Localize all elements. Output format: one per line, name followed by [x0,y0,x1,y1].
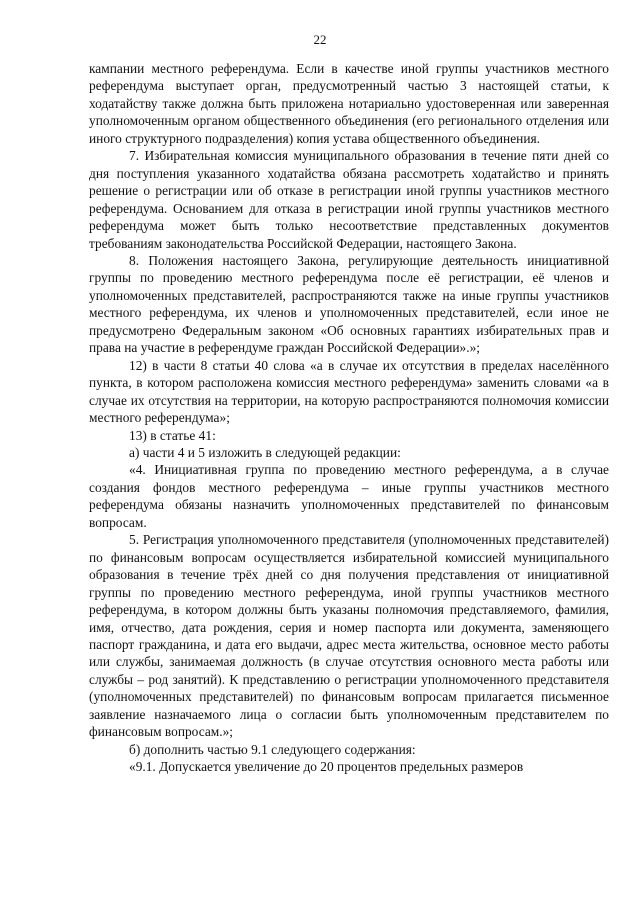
paragraph: 5. Регистрация уполномоченного представителя (уполномоченных представителей) по финансовым вопросам осуществляется избирательной комиссией муниципального образования в течение трёх дней со дня получения представления от инициативной группы по проведению местного референдума, иной группы участников местного референдума, в котором должны быть указаны полномочия представляемого, фамилия, имя, отчество, дата рождения, серия и номер паспорта или документа, заменяющего паспорт гражданина, и дата его выдачи, адрес места жительства, основное место работы или службы, занимаемая должность (в случае отсутствия основного места работы или службы – род занятий). К представлению о регистрации уполномоченного представителя (уполномоченных представителей) по финансовым вопросам прилагается письменное заявление назначаемого лица о согласии быть уполномоченным представителем по финансовым вопросам.»; [89,532,609,740]
paragraph: кампании местного референдума. Если в качестве иной группы участников местного референдума выступает орган, предусмотренный частью 3 настоящей статьи, к ходатайству также должна быть приложена нотариально удостоверенная или заверенная уполномоченным органом общественного объединения (его регионального отделения или иного структурного подразделения) копия устава общественного объединения. [89,61,609,146]
paragraph: «9.1. Допускается увеличение до 20 процентов предельных размеров [129,759,524,775]
paragraph: а) части 4 и 5 изложить в следующей редакции: [129,444,401,460]
paragraph: б) дополнить частью 9.1 следующего содержания: [129,741,416,757]
paragraph: 13) в статье 41: [129,427,216,443]
paragraph: 7. Избирательная комиссия муниципального образования в течение пяти дней со дня поступления указанного ходатайства обязана рассмотреть ходатайство и принять решение о регистрации или об отказе в регистрации иной группы участников местного референдума. Основанием для отказа в регистрации иной группы участников местного референдума может быть только несоответствие представленных документов требованиям законодательства Российской Федерации, настоящего Закона. [89,148,609,251]
paragraph: «4. Инициативная группа по проведению местного референдума, а в случае создания фондов местного референдума – иные группы участников местного референдума обязаны назначить уполномоченных представителей по финансовым вопросам. [89,462,609,530]
page-number: 22 [313,32,327,47]
document-body [89,60,609,776]
paragraph: 8. Положения настоящего Закона, регулирующие деятельность инициативной группы по проведению местного референдума после её регистрации, её членов и уполномоченных представителей, распространяются также на иные группы участников местного референдума, их членов и уполномоченных представителей, если иное не предусмотрено Федеральным законом «Об основных гарантиях избирательных прав и права на участие в референдуме граждан Российской Федерации».»; [89,252,609,356]
paragraph: 12) в части 8 статьи 40 слова «а в случае их отсутствия в пределах населённого пункта, в котором расположена комиссия местного референдума» заменить словами «а в случае их отсутствия на территории, на которую распространяются полномочия комиссии местного референдума»; [89,357,609,426]
